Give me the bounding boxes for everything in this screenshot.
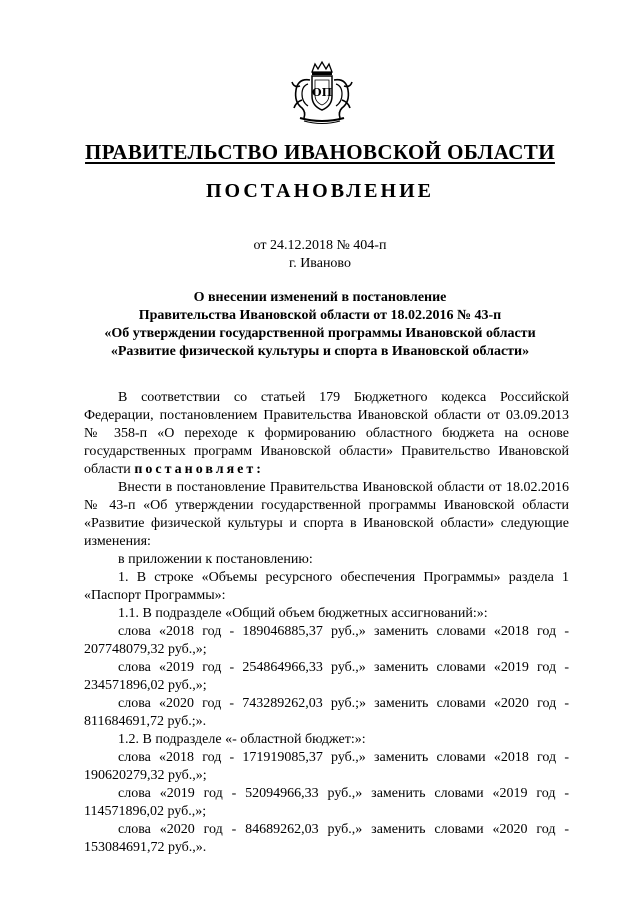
- government-title: ПРАВИТЕЛЬСТВО ИВАНОВСКОЙ ОБЛАСТИ: [85, 140, 555, 164]
- decree-colon: :: [256, 462, 261, 477]
- preamble-paragraph: [84, 389, 569, 479]
- amendment-paragraph: слова «2019 год - 52094966,33 руб.,» заменить словами «2019 год - 114571896,02 руб.,»;: [84, 786, 569, 819]
- amendment-paragraph: в приложении к постановлению:: [118, 552, 313, 567]
- amendment-paragraph: слова «2018 год - 189046885,37 руб.,» заменить словами «2018 год - 207748079,32 руб.,»;: [84, 624, 569, 657]
- document-body: [84, 389, 569, 857]
- amendment-paragraph: 1.2. В подразделе «- областной бюджет:»:: [118, 732, 366, 747]
- date-number-line: от 24.12.2018 № 404-п: [253, 238, 387, 253]
- svg-text:ОП: ОП: [312, 86, 332, 99]
- preamble-text: В соответствии со статьей 179 Бюджетного кодекса Российской Федерации, постановлением Правительства Ивановской области от 03.09.2013 № 358-п «О переходе к формированию областного бюджета на основе государственных программ Ивановской области» Правительство Ивановской области: [84, 390, 569, 477]
- coat-of-arms-icon: [288, 60, 356, 126]
- subject-line: Правительства Ивановской области от 18.02.2016 № 43-п: [138, 308, 502, 323]
- decree-word: постановляет: [134, 462, 257, 477]
- amendment-paragraph: слова «2020 год - 84689262,03 руб.,» заменить словами «2020 год - 153084691,72 руб.,».: [84, 822, 569, 855]
- amendment-paragraph: 1. В строке «Объемы ресурсного обеспечения Программы» раздела 1 «Паспорт Программы»:: [84, 570, 569, 603]
- subject-line: «Об утверждении государственной программы Ивановской области: [104, 326, 536, 341]
- amendment-paragraph: слова «2019 год - 254864966,33 руб.,» заменить словами «2019 год - 234571896,02 руб.,»;: [84, 660, 569, 693]
- document-subject: [60, 289, 580, 361]
- city-line: г. Иваново: [289, 256, 351, 271]
- amendment-paragraph: 1.1. В подразделе «Общий объем бюджетных ассигнований:»:: [118, 606, 488, 621]
- amendment-paragraph: Внести в постановление Правительства Ивановской области от 18.02.2016 № 43-п «Об утверждении государственной программы Ивановской области «Развитие физической культуры и спорта в Ивановской области» следующие изменения:: [84, 480, 569, 549]
- document-type-title: ПОСТАНОВЛЕНИЕ: [206, 180, 434, 202]
- subject-line: О внесении изменений в постановление: [193, 290, 447, 305]
- amendment-paragraph: слова «2020 год - 743289262,03 руб.;» заменить словами «2020 год - 811684691,72 руб.;».: [84, 696, 569, 729]
- subject-line: «Развитие физической культуры и спорта в Ивановской области»: [110, 344, 530, 359]
- amendment-paragraph: слова «2018 год - 171919085,37 руб.,» заменить словами «2018 год - 190620279,32 руб.,»;: [84, 750, 569, 783]
